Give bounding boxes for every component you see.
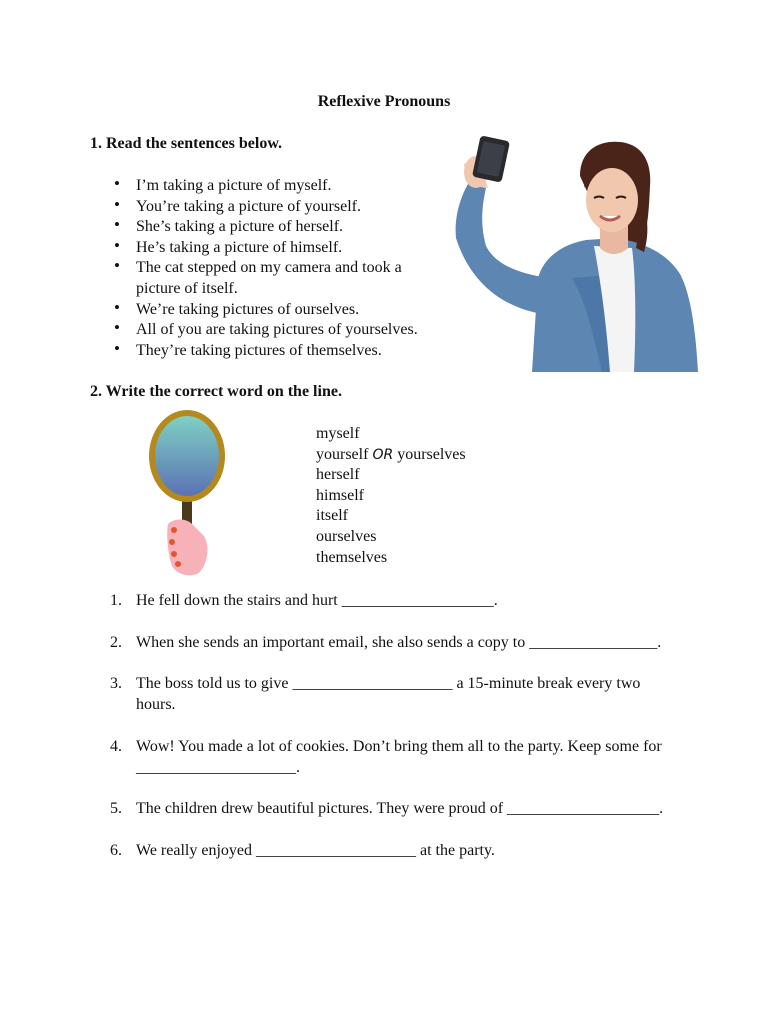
word-bank-item: itself [316,507,348,525]
question-text: The children drew beautiful pictures. They were proud of ___________________. [136,800,664,817]
list-item: • She’s taking a picture of herself. [136,217,456,238]
question-item [110,673,670,715]
section-1-heading: 1. Read the sentences below. [90,135,282,152]
question-number: 4. [110,737,122,755]
list-item: • You’re taking a picture of yourself. [136,197,456,218]
question-number: 1. [110,592,122,609]
question-number: 6. [110,841,122,859]
question-item [110,632,670,653]
list-item: • He’s taking a picture of himself. [136,238,456,259]
or-label: OR [372,446,394,463]
word-bank-item: herself [316,466,360,484]
selfie-photo [452,128,700,372]
question-item [110,798,670,819]
hand-mirror-illustration [144,406,234,578]
question-text: We really enjoyed ____________________ at the party. [136,841,495,859]
word-bank-item: ourselves [316,527,377,545]
fill-in-questions [110,590,670,881]
question-text: When she sends an important email, she also sends a copy to ________________. [136,633,662,651]
example-sentences-list [136,176,456,361]
question-number: 2. [110,633,122,651]
word-bank [316,424,466,568]
question-item [110,736,670,778]
question-text: He fell down the stairs and hurt ___________________. [136,592,498,609]
word-bank-item: myself [316,425,360,442]
word-yourself: yourself [316,445,369,463]
list-item: • We’re taking pictures of ourselves. [136,300,456,321]
question-number: 3. [110,675,122,692]
list-item: • They’re taking pictures of themselves. [136,341,456,362]
question-item [110,590,670,611]
list-item: • All of you are taking pictures of yourselves. [136,320,456,341]
list-item: • I’m taking a picture of myself. [136,176,456,197]
word-yourselves: yourselves [397,445,466,463]
list-item: • The cat stepped on my camera and took a picture of itself. [136,258,436,299]
question-number: 5. [110,800,122,817]
page-title: Reflexive Pronouns [317,93,451,110]
question-item [110,840,670,861]
section-2-heading: 2. Write the correct word on the line. [90,383,342,400]
word-bank-item: himself [316,486,364,504]
question-text: The boss told us to give ____________________ a 15-minute break every two hours. [136,675,641,713]
question-text: Wow! You made a lot of cookies. Don’t bring them all to the party. Keep some for ____________________. [136,737,662,776]
word-bank-item: themselves [316,548,388,566]
word-bank-item [316,445,466,466]
